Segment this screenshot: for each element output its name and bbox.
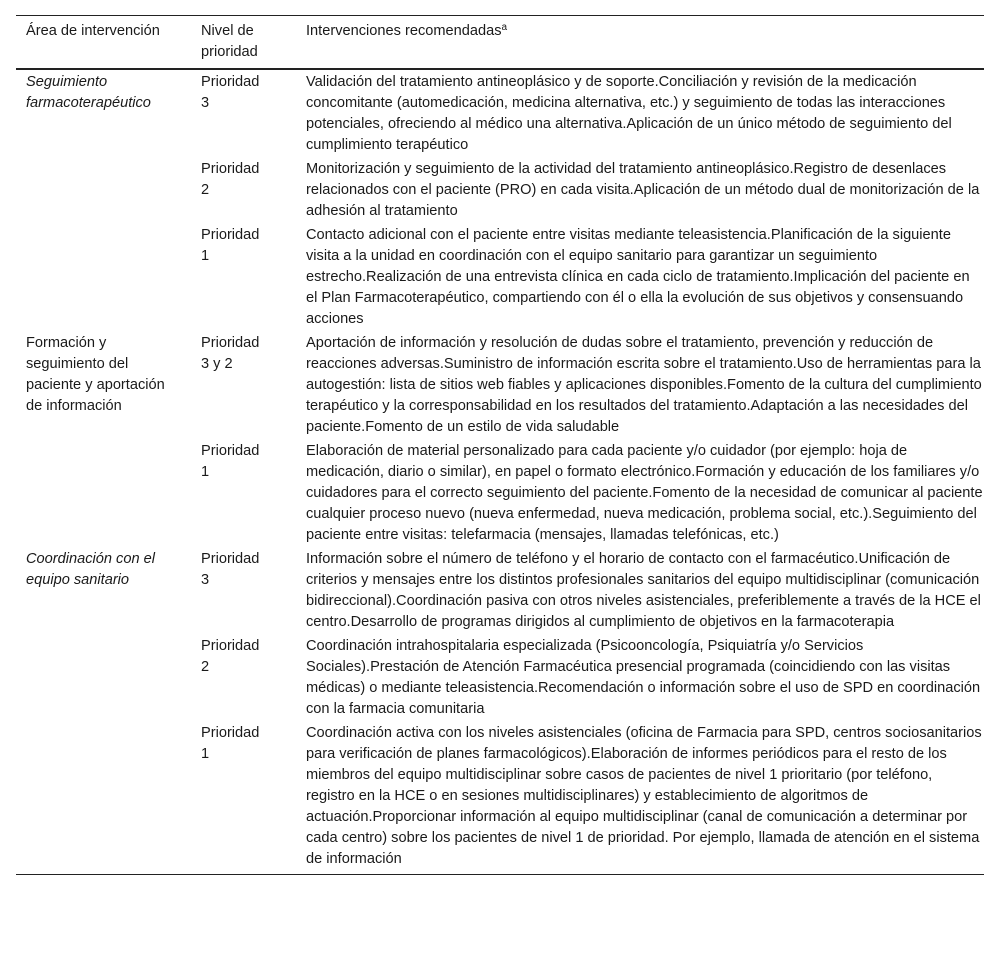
interventions-table [16, 16, 984, 874]
table-row [16, 722, 984, 874]
interventions-cell: Aportación de información y resolución de dudas sobre el tratamiento, prevención y reducción de reacciones adversas.Suministro de información escrita sobre el tratamiento.Uso de herramientas para la autogestión: lista de sitios web fiables y aplicaciones disponibles.Fomento de la cultura del cumplimiento terapéutico y la corresponsabilidad en los resultados del tratamiento.Adaptación a las necesidades del paciente.Fomento de un estilo de vida saludable [306, 335, 982, 435]
priority-cell: Prioridad 1 [201, 227, 260, 264]
table-row [16, 69, 984, 158]
table-row [16, 158, 984, 224]
table-header-row [16, 16, 984, 69]
footnote-marker: a [501, 22, 508, 33]
priority-cell: Prioridad 1 [201, 443, 260, 480]
area-cell [16, 440, 191, 548]
table-row [16, 635, 984, 722]
priority-cell: Prioridad 1 [201, 725, 260, 762]
area-cell [16, 158, 191, 224]
interventions-cell: Contacto adicional con el paciente entre visitas mediante teleasistencia.Planificación de la siguiente visita a la unidad en coordinación con el equipo sanitario para garantizar un seguimiento estrecho.Realización de una entrevista clínica en cada ciclo de tratamiento.Implicación del paciente en el Plan Farmacoterapéutico, compartiendo con él o ella la evolución de sus objetivos y consensuando acciones [306, 227, 970, 327]
interventions-cell: Coordinación activa con los niveles asistenciales (oficina de Farmacia para SPD, centros sociosanitarios para verificación de planes farmacológicos).Elaboración de informes periódicos para el resto de los miembros del equipo multidisciplinar sobre casos de pacientes de nivel 1 prioritario (por teléfono, registro en la HCE o en sesiones multidisciplinares) y establecimiento de algoritmos de actuación.Proporcionar información al equipo multidisciplinar (canal de comunicación a determinar por cada centro) sobre los pacientes de nivel 1 de prioridad. Por ejemplo, llamada de atención en el sistema de información [306, 725, 982, 867]
area-cell: Coordinación con el equipo sanitario [26, 551, 155, 588]
priority-cell: Prioridad 3 y 2 [201, 335, 260, 372]
interventions-cell: Coordinación intrahospitalaria especializada (Psicooncología, Psiquiatría y/o Servicios Sociales).Prestación de Atención Farmacéutica presencial programada (coincidiendo con las visitas médicas) o mediante teleasistencia.Recomendación o información sobre el uso de SPD en coordinación con la farmacia comunitaria [306, 638, 981, 717]
priority-cell: Prioridad 2 [201, 161, 260, 198]
area-cell [16, 224, 191, 332]
interventions-cell: Validación del tratamiento antineoplásico y de soporte.Conciliación y revisión de la medicación concomitante (automedicación, medicina alternativa, etc.) y seguimiento de todas las interacciones potenciales, ofreciendo al médico una alternativa.Aplicación de un único método de seguimiento del cumplimiento terapéutico [306, 74, 952, 153]
header-interventions-label: Intervenciones recomendadas [306, 23, 502, 39]
area-cell: Seguimiento farmacoterapéutico [26, 74, 151, 111]
area-cell: Formación y seguimiento del paciente y aportación de información [26, 335, 165, 414]
table-row [16, 440, 984, 548]
header-area: Área de intervención [26, 23, 160, 39]
interventions-cell: Información sobre el número de teléfono y el horario de contacto con el farmacéutico.Unificación de criterios y mensajes entre los distintos profesionales sanitarios del equipo multidisciplinar (comunicación bidireccional).Coordinación pasiva con otros niveles asistenciales, preferiblemente a través de la HCE el centro.Desarrollo de programas dirigidos al cumplimiento de objetivos en la farmacoterapia [306, 551, 981, 630]
table-row [16, 332, 984, 440]
area-cell [16, 635, 191, 722]
interventions-cell: Elaboración de material personalizado para cada paciente y/o cuidador (por ejemplo: hoja de medicación, diario o similar), en papel o formato electrónico.Formación y educación de los familiares y/o cuidadores para el correcto seguimiento del paciente.Fomento de la necesidad de comunicar al paciente cualquier proceso nuevo (nueva enfermedad, nueva medicación, problema social, etc.).Seguimiento del paciente entre visitas: telefarmacia (mensajes, llamadas telefónicas, etc.) [306, 443, 983, 543]
interventions-cell: Monitorización y seguimiento de la actividad del tratamiento antineoplásico.Registro de desenlaces relacionados con el paciente (PRO) en cada visita.Aplicación de un método dual de monitorización de la adhesión al tratamiento [306, 161, 980, 219]
table-row [16, 224, 984, 332]
priority-cell: Prioridad 2 [201, 638, 260, 675]
interventions-table-container [16, 15, 984, 875]
priority-cell: Prioridad 3 [201, 551, 260, 588]
priority-cell: Prioridad 3 [201, 74, 260, 111]
header-interventions [296, 16, 984, 69]
header-priority-level: Nivel de prioridad [201, 23, 258, 60]
table-row [16, 548, 984, 635]
area-cell [16, 722, 191, 874]
